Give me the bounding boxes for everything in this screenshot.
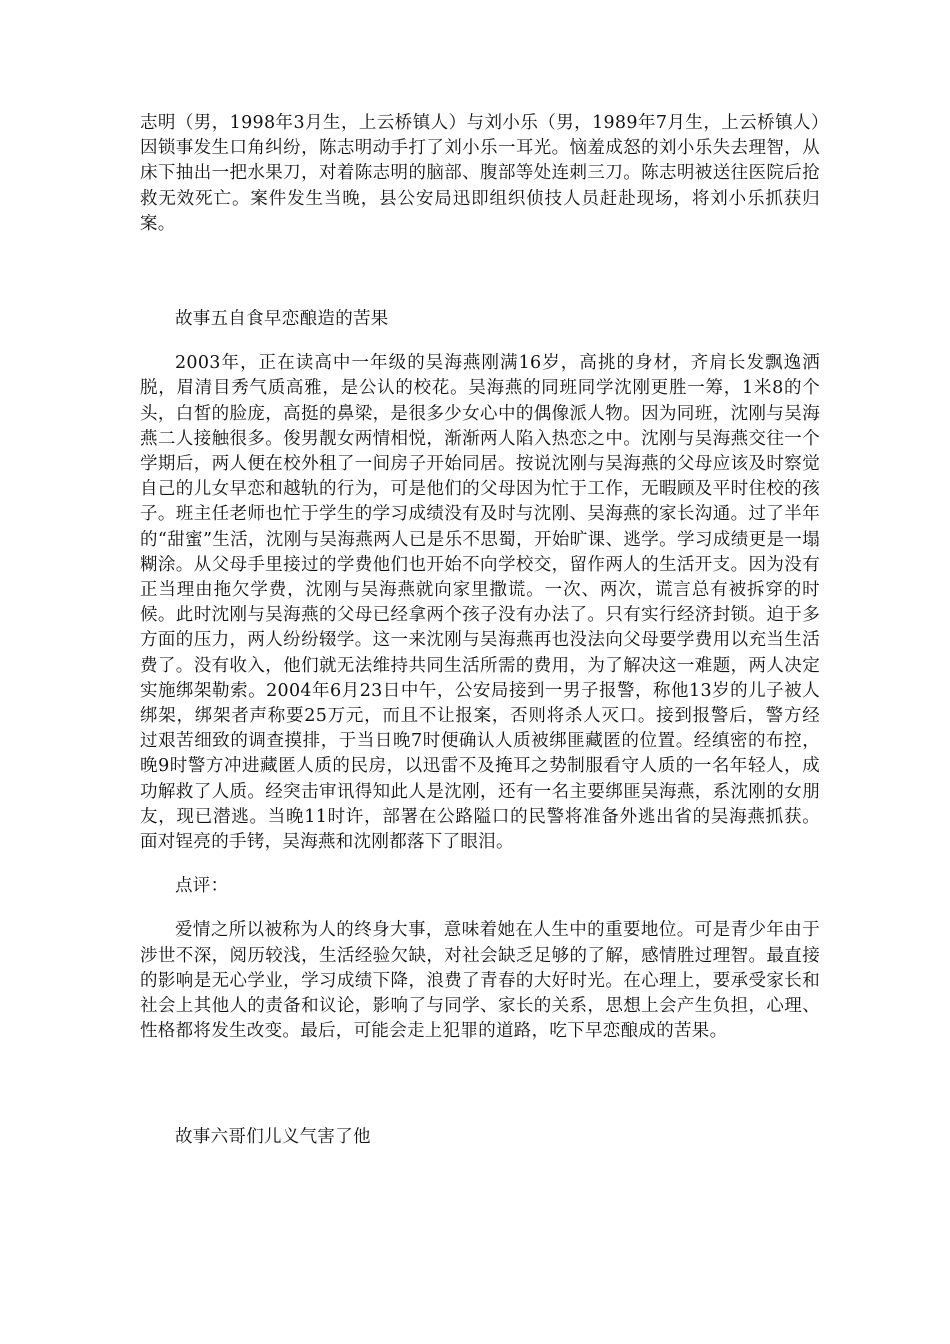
document-page [140,111,820,1150]
spacer [140,855,820,874]
heading-story-six: 故事六哥们儿义气害了他 [175,1126,371,1147]
heading-story-five: 故事五自食早恋酿造的苦果 [175,309,389,330]
spacer [140,1045,820,1125]
comment-label: 点评： [175,876,229,897]
paragraph-case-four-end: 志明（男，1998年3月生，上云桥镇人）与刘小乐（男，1989年7月生，上云桥镇人）因锁事发生口角纠纷，陈志明动手打了刘小乐一耳光。恼羞成怒的刘小乐失去理智，从床下抽出一把水果刀，对着陈志明的脑部、腹部等处连刺三刀。陈志明被送往医院后抢救无效死亡。案件发生当晚，县公安局迅即组织侦技人员赶赴现场，将刘小乐抓获归案。 [140,113,820,234]
paragraph-story-five: 2003年，正在读高中一年级的吴海燕刚满16岁，高挑的身材，齐肩长发飘逸洒脱，眉清目秀气质高雅，是公认的校花。吴海燕的同班同学沈刚更胜一筹，1米8的个头，白皙的脸庞，高挺的鼻梁，是很多少女心中的偶像派人物。因为同班，沈刚与吴海燕二人接触很多。俊男靓女两情相悦，渐渐两人陷入热恋之中。沈刚与吴海燕交往一个学期后，两人便在校外租了一间房子开始同居。按说沈刚与吴海燕的父母应该及时察觉自己的儿女早恋和越轨的行为，可是他们的父母因为忙于工作，无暇顾及平时住校的孩子。班主任老师也忙于学生的学习成绩没有及时与沈刚、吴海燕的家长沟通。过了半年的“甜蜜”生活，沈刚与吴海燕两人已是乐不思蜀，开始旷课、逃学。学习成绩更是一塌糊涂。从父母手里接过的学费他们也开始不向学校交，留作两人的生活开支。因为没有正当理由拖欠学费，沈刚与吴海燕就向家里撒谎。一次、两次，谎言总有被拆穿的时候。此时沈刚与吴海燕的父母已经拿两个孩子没有办法了。只有实行经济封锁。迫于多方面的压力，两人纷纷辍学。这一来沈刚与吴海燕再也没法向父母要学费用以充当生活费了。没有收入，他们就无法维持共同生活所需的费用，为了解决这一难题，两人决定实施绑架勒索。2004年6月23日中午，公安局接到一男子报警，称他13岁的儿子被人绑架，绑架者声称要25万元，而且不让报案，否则将杀人灭口。接到报警后，警方经过艰苦细致的调查摸排，于当日晚7时便确认人质被绑匪藏匿的位置。经缜密的布控，晚9时警方冲进藏匿人质的民房，以迅雷不及掩耳之势制服看守人质的一名年轻人，成功解救了人质。经突击审讯得知此人是沈刚，还有一名主要绑匪吴海燕，系沈刚的女朋友，现已潜逃。当晚11时许，部署在公路隘口的民警将准备外逃出省的吴海燕抓获。面对锃亮的手铐，吴海燕和沈刚都落下了眼泪。 [140,353,820,853]
spacer [140,332,820,351]
spacer [140,899,820,918]
paragraph-comment: 爱情之所以被称为人的终身大事，意味着她在人生中的重要地位。可是青少年由于涉世不深，阅历较浅，生活经验欠缺，对社会缺乏足够的了解，感情胜过理智。最直接的影响是无心学业，学习成绩下降，浪费了青春的大好时光。在心理上，要承受家长和社会上其他人的责备和议论，影响了与同学、家长的关系，思想上会产生负担，心理、性格都将发生改变。最后，可能会走上犯罪的道路，吃下早恋酿成的苦果。 [140,920,820,1042]
spacer [140,237,820,307]
